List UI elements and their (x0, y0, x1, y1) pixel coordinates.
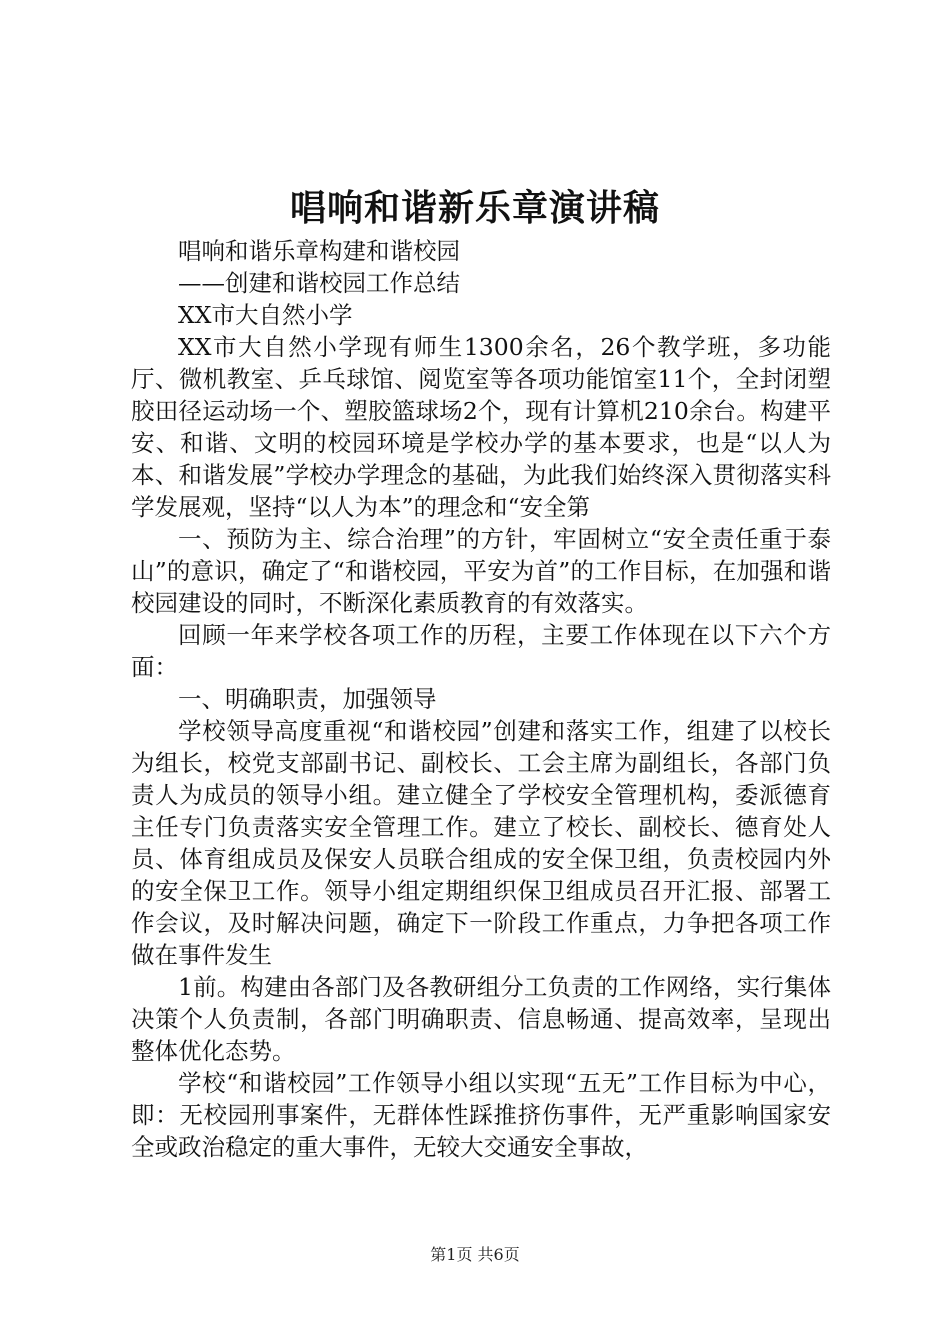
page-footer: 第1页 共6页 (430, 1245, 520, 1264)
subtitle-line: ——创建和谐校园工作总结 (178, 269, 460, 297)
section-heading: 一、明确职责，加强领导 (178, 685, 437, 713)
body-paragraph: 学校领导高度重视“和谐校园”创建和落实工作，组建了以校长为组长，校党支部副书记、副校长、工会主席为副组长，各部门负责人为成员的领导小组。建立健全了学校安全管理机构，委派德育主任专门负责落实安全管理工作。建立了校长、副校长、德育处人员、体育组成员及保安人员联合组成的安全保卫组，负责校园内外的安全保卫工作。领导小组定期组织保卫组成员召开汇报、部署工作会议，及时解决问题，确定下一阶段工作重点，力争把各项工作做在事件发生 (131, 717, 831, 969)
subtitle-line: 唱响和谐乐章构建和谐校园 (178, 237, 460, 265)
body-paragraph: 1前。构建由各部门及各教研组分工负责的工作网络，实行集体决策个人负责制，各部门明确职责、信息畅通、提高效率，呈现出整体优化态势。 (131, 973, 831, 1065)
body-paragraph: 一、预防为主、综合治理”的方针，牢固树立“安全责任重于泰山”的意识，确定了“和谐校园，平安为首”的工作目标，在加强和谐校园建设的同时，不断深化素质教育的有效落实。 (131, 525, 831, 617)
document-title: 唱响和谐新乐章演讲稿 (289, 187, 660, 229)
document-body (131, 235, 831, 1163)
body-paragraph: 回顾一年来学校各项工作的历程，主要工作体现在以下六个方面： (131, 621, 831, 681)
body-paragraph: 学校“和谐校园”工作领导小组以实现“五无”工作目标为中心，即：无校园刑事案件，无群体性踩推挤伤事件，无严重影响国家安全或政治稳定的重大事件，无较大交通安全事故， (131, 1069, 831, 1161)
author-line: XX市大自然小学 (178, 301, 353, 329)
body-paragraph: XX市大自然小学现有师生1300余名，26个教学班，多功能厅、微机教室、乒乓球馆、阅览室等各项功能馆室11个，全封闭塑胶田径运动场一个、塑胶篮球场2个，现有计算机210余台。构建平安、和谐、文明的校园环境是学校办学的基本要求，也是“以人为本、和谐发展”学校办学理念的基础，为此我们始终深入贯彻落实科学发展观，坚持“以人为本”的理念和“安全第 (131, 333, 831, 521)
